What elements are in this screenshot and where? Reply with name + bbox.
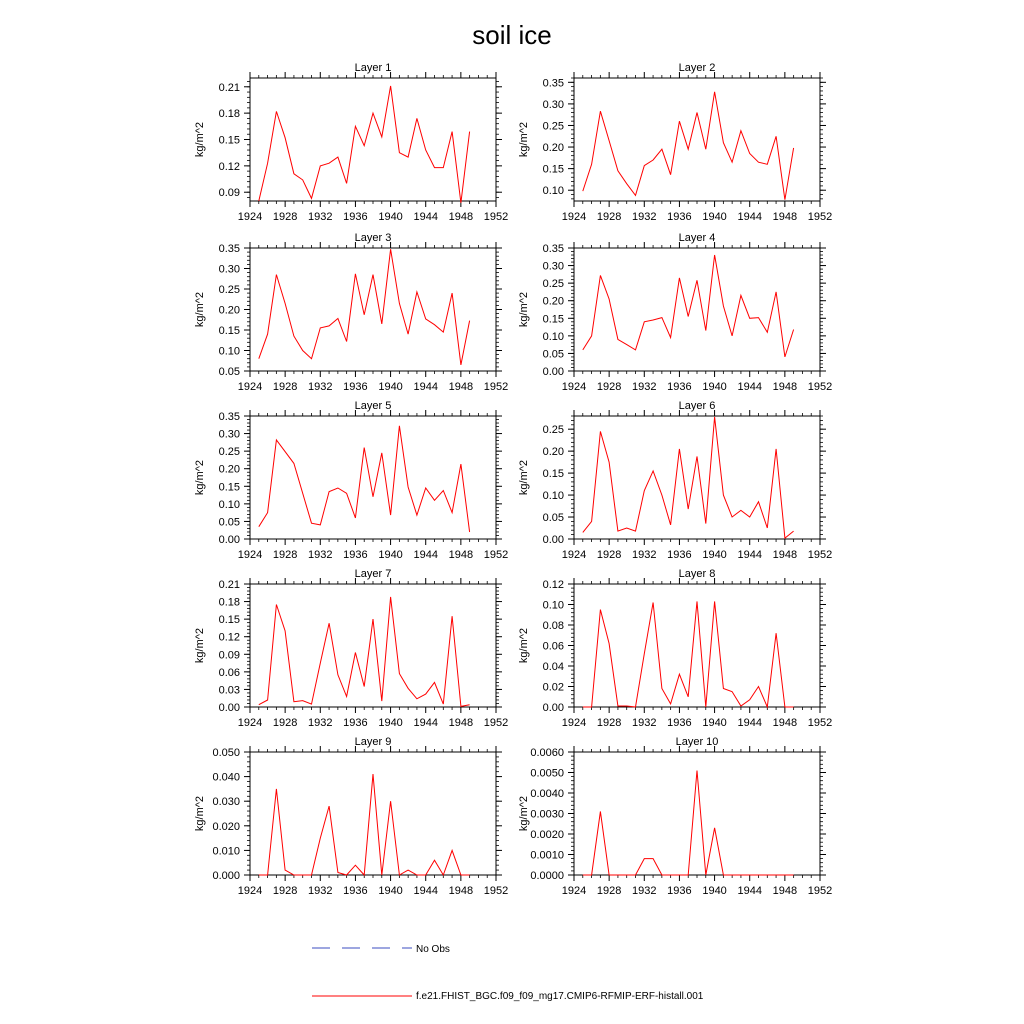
- x-tick-label: 1944: [737, 717, 762, 729]
- y-tick-label: 0.35: [218, 243, 240, 255]
- y-tick-label: 0.10: [542, 330, 564, 343]
- y-tick-label: 0.10: [218, 498, 240, 511]
- y-tick-label: 0.0000: [530, 870, 564, 882]
- series-line: [583, 771, 794, 876]
- y-axis-label: kg/m^2: [194, 627, 206, 664]
- y-tick-label: 0.08: [542, 620, 564, 632]
- x-tick-label: 1940: [378, 381, 403, 393]
- y-tick-label: 0.020: [212, 820, 240, 833]
- y-axis-label: kg/m^2: [194, 459, 206, 496]
- x-tick-label: 1924: [561, 717, 587, 729]
- y-axis-label: kg/m^2: [518, 459, 530, 496]
- x-tick-label: 1940: [702, 717, 727, 729]
- y-tick-label: 0.25: [218, 446, 240, 459]
- panel-layer-9: [194, 736, 508, 897]
- panel-title: Layer 4: [678, 232, 716, 244]
- y-tick-label: 0.0010: [530, 849, 564, 862]
- y-tick-label: 0.0030: [530, 808, 564, 821]
- panel-title: Layer 10: [675, 736, 719, 748]
- x-tick-label: 1952: [807, 717, 833, 729]
- x-tick-label: 1948: [772, 381, 798, 393]
- x-tick-label: 1948: [772, 211, 798, 223]
- x-tick-label: 1924: [237, 211, 263, 223]
- panel-title: Layer 5: [354, 400, 392, 412]
- y-axis-label: kg/m^2: [194, 291, 206, 328]
- panels: [194, 62, 832, 897]
- x-tick-label: 1932: [308, 211, 333, 223]
- x-tick-label: 1924: [561, 549, 587, 561]
- y-tick-label: 0.0040: [530, 788, 564, 800]
- x-tick-label: 1928: [596, 717, 622, 729]
- y-axis-label: kg/m^2: [518, 627, 530, 664]
- x-tick-label: 1948: [772, 717, 798, 729]
- y-tick-label: 0.050: [212, 747, 240, 759]
- y-tick-label: 0.12: [542, 579, 564, 591]
- y-tick-label: 0.21: [218, 579, 240, 591]
- y-tick-label: 0.20: [218, 304, 240, 317]
- y-tick-label: 0.05: [218, 366, 240, 378]
- x-tick-label: 1928: [596, 885, 622, 897]
- y-tick-label: 0.18: [218, 596, 240, 609]
- panel-title: Layer 8: [678, 568, 716, 580]
- x-tick-label: 1948: [448, 885, 474, 897]
- y-tick-label: 0.00: [218, 534, 240, 546]
- y-tick-label: 0.06: [542, 640, 564, 653]
- x-tick-label: 1952: [807, 549, 833, 561]
- x-tick-label: 1952: [483, 549, 509, 561]
- y-tick-label: 0.05: [542, 348, 564, 361]
- legend-model: [312, 991, 704, 1002]
- x-tick-label: 1932: [632, 549, 657, 561]
- y-tick-label: 0.15: [542, 313, 564, 326]
- x-tick-label: 1944: [737, 381, 762, 393]
- y-tick-label: 0.00: [218, 702, 240, 714]
- y-tick-label: 0.00: [542, 702, 564, 714]
- y-tick-label: 0.30: [218, 428, 240, 441]
- y-axis-label: kg/m^2: [518, 121, 530, 158]
- y-tick-label: 0.20: [542, 446, 564, 459]
- x-tick-label: 1924: [237, 381, 263, 393]
- x-tick-label: 1944: [737, 211, 762, 223]
- x-tick-label: 1924: [561, 211, 587, 223]
- panel-title: Layer 7: [354, 568, 392, 580]
- x-tick-label: 1932: [632, 211, 657, 223]
- figure-title: soil ice: [472, 20, 552, 50]
- y-tick-label: 0.10: [542, 185, 564, 198]
- y-tick-label: 0.35: [542, 243, 564, 255]
- y-tick-label: 0.20: [218, 463, 240, 476]
- x-tick-label: 1936: [343, 885, 368, 897]
- x-tick-label: 1924: [237, 717, 263, 729]
- plot-frame: [574, 78, 820, 201]
- x-tick-label: 1952: [483, 885, 509, 897]
- x-tick-label: 1928: [272, 549, 298, 561]
- y-tick-label: 0.10: [542, 490, 564, 503]
- panel-layer-4: [518, 232, 832, 393]
- x-tick-label: 1928: [272, 211, 298, 223]
- x-tick-label: 1932: [632, 717, 657, 729]
- x-tick-label: 1928: [596, 211, 622, 223]
- panel-layer-8: [518, 568, 832, 729]
- x-tick-label: 1940: [702, 211, 727, 223]
- y-axis-label: kg/m^2: [518, 795, 530, 832]
- plot-frame: [250, 416, 496, 539]
- x-tick-label: 1952: [483, 717, 509, 729]
- y-tick-label: 0.18: [218, 108, 240, 121]
- panel-layer-10: [518, 736, 832, 897]
- y-tick-label: 0.30: [542, 260, 564, 273]
- x-tick-label: 1928: [272, 381, 298, 393]
- x-tick-label: 1944: [413, 549, 438, 561]
- y-tick-label: 0.25: [542, 278, 564, 291]
- x-tick-label: 1944: [413, 381, 438, 393]
- x-tick-label: 1936: [343, 549, 368, 561]
- y-tick-label: 0.15: [218, 481, 240, 494]
- y-tick-label: 0.09: [218, 187, 240, 200]
- x-tick-label: 1952: [807, 211, 833, 223]
- x-tick-label: 1940: [378, 717, 403, 729]
- x-tick-label: 1940: [702, 885, 727, 897]
- x-tick-label: 1932: [308, 885, 333, 897]
- x-tick-label: 1948: [448, 717, 474, 729]
- y-tick-label: 0.02: [542, 681, 564, 694]
- x-tick-label: 1952: [807, 885, 833, 897]
- legend-no-obs-label: No Obs: [416, 944, 450, 955]
- series-line: [583, 601, 794, 707]
- y-tick-label: 0.25: [542, 120, 564, 133]
- y-tick-label: 0.30: [542, 98, 564, 111]
- x-tick-label: 1940: [378, 885, 403, 897]
- x-tick-label: 1924: [561, 885, 587, 897]
- series-line: [583, 92, 794, 200]
- legend-no-obs: [312, 944, 450, 955]
- x-tick-label: 1936: [667, 381, 692, 393]
- x-tick-label: 1936: [667, 211, 692, 223]
- x-tick-label: 1932: [308, 549, 333, 561]
- x-tick-label: 1936: [343, 717, 368, 729]
- x-tick-label: 1948: [448, 381, 474, 393]
- plot-frame: [250, 78, 496, 201]
- panel-title: Layer 1: [354, 62, 392, 74]
- x-tick-label: 1928: [596, 549, 622, 561]
- x-tick-label: 1932: [632, 885, 657, 897]
- x-tick-label: 1948: [772, 549, 798, 561]
- y-tick-label: 0.15: [542, 163, 564, 176]
- panel-layer-6: [518, 400, 832, 561]
- panel-title: Layer 9: [354, 736, 392, 748]
- x-tick-label: 1944: [737, 549, 762, 561]
- y-tick-label: 0.15: [542, 468, 564, 481]
- x-tick-label: 1928: [272, 717, 298, 729]
- y-tick-label: 0.15: [218, 134, 240, 147]
- panel-layer-5: [194, 400, 508, 561]
- y-tick-label: 0.20: [542, 295, 564, 308]
- x-tick-label: 1940: [702, 549, 727, 561]
- x-tick-label: 1944: [413, 717, 438, 729]
- x-tick-label: 1940: [702, 381, 727, 393]
- panel-title: Layer 6: [678, 400, 716, 412]
- x-tick-label: 1948: [772, 885, 798, 897]
- y-tick-label: 0.30: [218, 263, 240, 276]
- y-tick-label: 0.040: [212, 771, 240, 784]
- y-tick-label: 0.06: [218, 666, 240, 679]
- series-line: [583, 255, 794, 357]
- y-tick-label: 0.12: [218, 631, 240, 644]
- y-tick-label: 0.00: [542, 534, 564, 546]
- x-tick-label: 1952: [807, 381, 833, 393]
- y-axis-label: kg/m^2: [518, 291, 530, 328]
- y-tick-label: 0.03: [218, 684, 240, 697]
- series-line: [259, 249, 470, 365]
- y-tick-label: 0.0050: [530, 767, 564, 780]
- y-tick-label: 0.15: [218, 614, 240, 627]
- x-tick-label: 1928: [596, 381, 622, 393]
- x-tick-label: 1948: [448, 211, 474, 223]
- x-tick-label: 1936: [343, 211, 368, 223]
- x-tick-label: 1940: [378, 549, 403, 561]
- x-tick-label: 1936: [667, 549, 692, 561]
- x-tick-label: 1928: [272, 885, 298, 897]
- y-tick-label: 0.25: [218, 284, 240, 296]
- series-line: [259, 86, 470, 203]
- x-tick-label: 1944: [737, 885, 762, 897]
- y-tick-label: 0.05: [218, 516, 240, 529]
- y-axis-label: kg/m^2: [194, 121, 206, 158]
- plot-frame: [574, 752, 820, 875]
- y-tick-label: 0.35: [542, 77, 564, 90]
- x-tick-label: 1952: [483, 211, 509, 223]
- x-tick-label: 1940: [378, 211, 403, 223]
- series-line: [259, 426, 470, 532]
- x-tick-label: 1944: [413, 211, 438, 223]
- series-line: [259, 774, 470, 875]
- y-tick-label: 0.25: [542, 424, 564, 437]
- x-tick-label: 1936: [667, 717, 692, 729]
- x-tick-label: 1924: [561, 381, 587, 393]
- panel-layer-2: [518, 62, 832, 223]
- y-tick-label: 0.35: [218, 411, 240, 423]
- panel-layer-7: [194, 568, 508, 729]
- y-tick-label: 0.09: [218, 649, 240, 662]
- y-tick-label: 0.010: [212, 845, 240, 858]
- y-tick-label: 0.000: [212, 870, 240, 882]
- y-tick-label: 0.05: [542, 512, 564, 525]
- y-tick-label: 0.10: [218, 345, 240, 358]
- x-tick-label: 1936: [343, 381, 368, 393]
- panel-layer-3: [194, 232, 508, 393]
- panel-title: Layer 2: [678, 62, 716, 74]
- y-tick-label: 0.10: [542, 599, 564, 612]
- legend-model-label: f.e21.FHIST_BGC.f09_f09_mg17.CMIP6-RFMIP-ERF-histall.001: [416, 991, 704, 1002]
- x-tick-label: 1948: [448, 549, 474, 561]
- x-tick-label: 1952: [483, 381, 509, 393]
- y-tick-label: 0.030: [212, 796, 240, 809]
- y-tick-label: 0.12: [218, 160, 240, 173]
- y-tick-label: 0.00: [542, 366, 564, 378]
- y-tick-label: 0.0020: [530, 829, 564, 841]
- series-line: [583, 417, 794, 538]
- y-tick-label: 0.15: [218, 325, 240, 337]
- y-axis-label: kg/m^2: [194, 795, 206, 832]
- x-tick-label: 1944: [413, 885, 438, 897]
- y-tick-label: 0.21: [218, 81, 240, 94]
- x-tick-label: 1932: [308, 717, 333, 729]
- y-tick-label: 0.04: [542, 661, 564, 673]
- panel-layer-1: [194, 62, 508, 223]
- y-tick-label: 0.20: [542, 142, 564, 155]
- x-tick-label: 1932: [308, 381, 333, 393]
- x-tick-label: 1924: [237, 885, 263, 897]
- y-tick-label: 0.0060: [530, 747, 564, 759]
- x-tick-label: 1932: [632, 381, 657, 393]
- x-tick-label: 1936: [667, 885, 692, 897]
- series-line: [259, 597, 470, 707]
- x-tick-label: 1924: [237, 549, 263, 561]
- panel-title: Layer 3: [354, 232, 392, 244]
- plot-frame: [250, 752, 496, 875]
